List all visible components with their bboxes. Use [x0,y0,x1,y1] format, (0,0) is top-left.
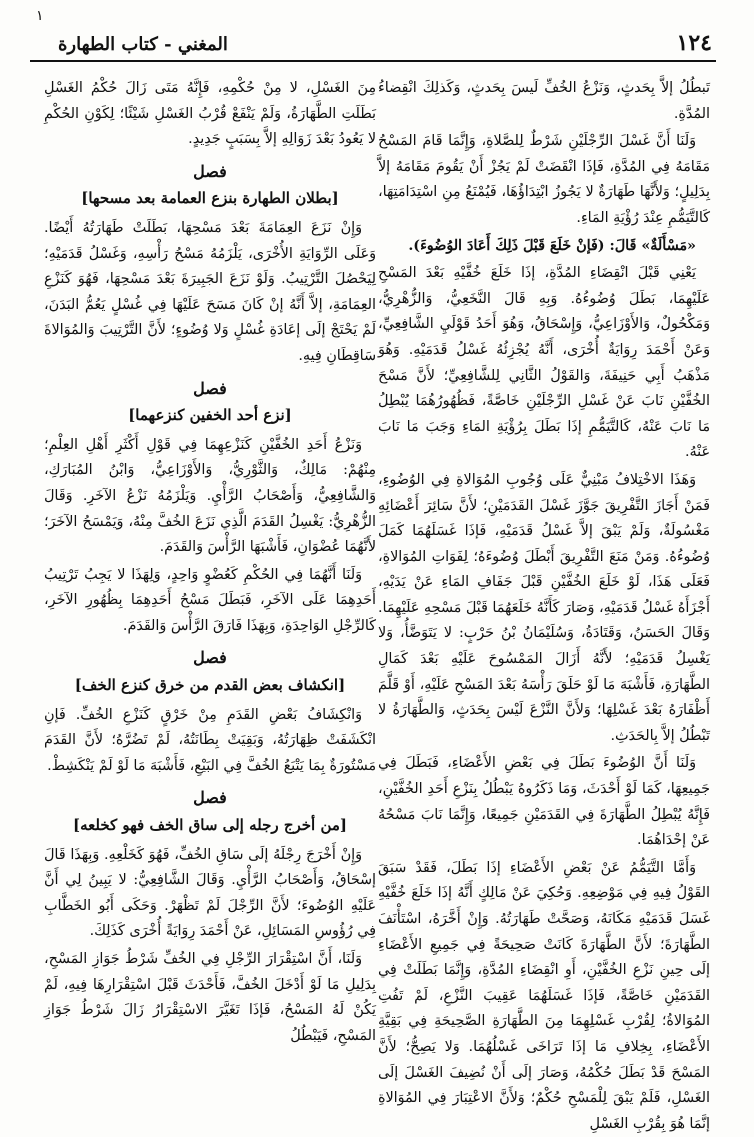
section-label: فصل [193,378,227,398]
paragraph: مِنَ الغَسْلِ، لا مِنْ حُكْمِهِ، فَإِنَّهُ مَتَى زَالَ حُكْمُ الغَسْلِ بَطَلَتِ الطَّهَارَةُ، وَلَمْ يَنْفَعْ قُرْبُ الغَسْلِ شَيْئًا؛ لِكَوْنِ الحُكْمِ لا يَعُودُ بَعْدَ زَوَالِهِ إلاَّ بِسَبَبٍ جَدِيدٍ. [44,80,376,148]
section-label: فصل [193,788,227,808]
paragraph: تَبطُلُ إلاَّ بِحَدثٍ، وَنَزْعُ الخُفِّ لَيسَ بِحَدثٍ، وَكَذلِكَ انْقِضاءُ المُدَّةِ. [378,80,710,122]
section-title: [من أخرج رجله إلى ساق الخف فهو كخلعه] [73,816,347,835]
page-corner-mark: ١ [36,8,44,24]
masala-heading: «مَسْأَلَةٌ» قَالَ: (فَإنْ خَلَعَ قَبْلَ ذَلِكَ أَعَادَ الوُضُوءَ). [408,237,696,254]
paragraph: وَلَنَا، أَنَّ اسْتِقْرَارَ الرِّجْلِ فِي الخُفِّ شَرْطُ جَوَازِ المَسْحِ، بِدَلِيلِ مَا لَوْ أَدْخَلَ الخُفَّ، فَأَحْدَثَ قَبْلَ اسْتِقْرَارِهَا فِيهِ، لَمْ يَكُنْ لَهُ المَسْحُ، فَإذَا تَغَيَّرَ الاسْتِقْرَارُ زَالَ شَرْطُ جَوَازِ المَسْحِ، فَيَبْطُلُ [44,951,376,1044]
page-number: ١٢٤ [676,30,712,56]
paragraph: وَلَنَا أَنَّ الوُضُوءَ بَطَلَ فِي بَعْضِ الأَعْضَاءِ، فَبَطَلَ فِي جَمِيعِهَا، كَمَا لَوْ أَحْدَثَ، وَمَا ذَكَرُوهُ يَبْطُلُ بِنَزْعِ أَحَدِ الخُفَّيْنِ، فَإِنَّهُ يُبْطِلُ الطَّهَارَةَ فِي القَدَمَيْنِ جَمِيعًا، وَإِنَّمَا نَابَ مَسْحُهُ عَنْ إحْدَاهُمَا. [378,755,710,849]
left-column [44,76,376,1086]
section-title: [بطلان الطهارة بنزع العمامة بعد مسحها] [81,189,339,208]
section-title: [انكشاف بعض القدم من خرق كنزع الخف] [74,676,346,695]
paragraph: وَلَنَا أَنَّ غَسْلَ الرِّجْلَيْنِ شَرْطٌ لِلصَّلاةِ، وَإِنَّمَا قَامَ المَسْحُ مَقَامَهُ فِي المُدَّةِ، فَإذَا انْقَضَتْ لَمْ يَجُزْ أَنْ يَقُومَ مَقَامَهُ إلاَّ بِدَلِيلٍ؛ وَلأَنَّهَا طَهَارَةٌ لا يَجُوزُ ابْتِدَاؤُهَا، فَيُمْنَعُ مِنِ اسْتِدَامَتِهَا، كَالتَّيَمُّمِ عِنْدَ رُؤْيَةِ المَاءِ. [378,133,710,226]
running-header [30,30,716,62]
paragraph: وَأَمَّا التَّيَمُّمُ عَنْ بَعْضِ الأَعْضَاءِ إذَا بَطَلَ، فَقَدْ سَبَقَ القَوْلُ فِيهِ فِي مَوْضِعِهِ. وَحُكِيَ عَنْ مَالِكٍ أَنَّهُ إذَا خَلَعَ خُفَّيْهِ غَسَلَ قَدَمَيْهِ مَكَانَهُ، وَصَحَّتْ طَهَارَتُهُ. وَإِنْ أَخَّرَهُ، اسْتَأْنَفَ الطَّهَارَةَ؛ لأَنَّ الطَّهَارَةَ كَانَتْ صَحِيحَةً فِي جَمِيعِ الأَعْضَاءِ إلَى حِينِ نَزْعِ الخُفَّيْنِ، أَوِ انْقِضَاءِ المُدَّةِ، وَإِنَّمَا بَطَلَتْ فِي القَدَمَيْنِ خَاصَّةً، فَإذَا غَسَلَهُمَا عَقِيبَ النَّزْعِ، لَمْ تَفُتِ المُوَالاةُ؛ لِقُرْبِ غَسْلِهِمَا مِنَ الطَّهَارَةِ الصَّحِيحَةِ فِي بَقِيَّةِ الأَعْضَاءِ، بِخِلافِ مَا إذَا تَرَاخَى غَسْلُهُمَا. وَلا يَصِحُّ؛ لأَنَّ المَسْحَ قَدْ بَطَلَ حُكْمُهُ، وَصَارَ إلَى أَنْ نُضِيفَ الغَسْلَ إلَى الغَسْلِ، فَلَمْ يَبْقَ لِلْمَسْحِ حُكْمٌ؛ وَلأَنَّ الاعْتِبَارَ فِي المُوَالاةِ إنَّمَا هُوَ بِقُرْبِ الغَسْلِ [378,859,710,1132]
paragraph: وَلَنَا أَنَّهُمَا فِي الحُكْمِ كَعُضْوٍ وَاحِدٍ، وَلِهَذَا لا يَجِبُ تَرْتِيبُ أَحَدِهِمَا عَلَى الآخَرِ، فَبَطَلَ مَسْحُ أَحَدِهِمَا بِظُهُورِ الآخَرِ، كَالرِّجْلِ الوَاحِدَةِ، وَبِهَذَا فَارَقَ الرَّأْسَ وَالقَدَمَ. [44,566,376,634]
paragraph: وَإِنْ أَخْرَجَ رِجْلَهُ إلَى سَاقِ الخُفِّ، فَهُوَ كَخَلْعِهِ. وَبِهَذَا قَالَ إسْحَاقُ، وَأَصْحَابُ الرَّأْيِ. وَقَالَ الشَّافِعِيُّ: لا يَبِينُ لِي أَنَّ عَلَيْهِ الوُضُوءَ؛ لأَنَّ الرِّجْلَ لَمْ تَظْهَرْ. وَحَكَى أَبُو الخَطَّابِ فِي رُؤُوسِ المَسَائِلِ، عَنْ أَحْمَدَ رِوَايَةً أُخْرَى كَذَلِكَ. [44,846,376,940]
section-label: فصل [193,648,227,668]
right-column [378,76,710,1132]
paragraph: وَإِنْ نَزَعَ العِمَامَةَ بَعْدَ مَسْحِهَا، بَطَلَتْ طَهَارَتُهُ أَيْضًا. وَعَلَى الرِّوَايَةِ الأُخْرَى، يَلْزَمُهُ مَسْحُ رَأْسِهِ، وَغَسْلُ قَدَمَيْهِ؛ لِيَحْصُلَ التَّرْتِيبُ. وَلَوْ نَزَعَ الجَبِيرَةَ بَعْدَ مَسْحِهَا، فَهُوَ كَنَزْعِ العِمَامَةِ، إلاَّ أَنَّهُ إنْ كَانَ مَسَحَ عَلَيْهَا فِي غُسْلٍ يَعُمُّ البَدَنَ، لَمْ يَحْتَجْ إلَى إعَادَةِ غُسْلٍ وَلا وُضُوءٍ؛ لأَنَّ التَّرْتِيبَ وَالمُوَالاةَ سَاقِطَانِ فِيهِ. [44,219,376,364]
paragraph: وَانْكِشَافُ بَعْضِ القَدَمِ مِنْ خَرْقٍ كَنَزْعِ الخُفِّ. فَإنِ انْكَشَفَتْ ظِهَارَتُهُ، وَبَقِيَتْ بِطَانَتُهُ، لَمْ تَضُرَّهُ؛ لأَنَّ القَدَمَ مَسْتُورَةٌ بِمَا يَتْبَعُ الخُفَّ فِي البَيْعِ، فَأَشْبَهَ مَا لَوْ لَمْ يَنْكَشِطْ. [44,706,376,774]
paragraph: وَهَذَا الاخْتِلافُ مَبْنِيٌّ عَلَى وُجُوبِ المُوَالاةِ فِي الوُضُوءِ، فَمَنْ أَجَازَ التَّفْرِيقَ جَوَّزَ غَسْلَ القَدَمَيْنِ؛ لأَنَّ سَائِرَ أَعْضَائِهِ مَغْسُولَةٌ، وَلَمْ يَبْقَ إلاَّ غَسْلُ قَدَمَيْهِ، فَإذَا غَسَلَهُمَا كَمَلَ وُضُوءُهُ. وَمَنْ مَنَعَ التَّفْرِيقَ أَبْطَلَ وُضُوءَهُ؛ لِفَوَاتِ المُوَالاةِ، فَعَلَى هَذَا، لَوْ خَلَعَ الخُفَّيْنِ قَبْلَ جَفَافِ المَاءِ عَنْ يَدَيْهِ، أَجْزَأَهُ غَسْلُ قَدَمَيْهِ، وَصَارَ كَأَنَّهُ خَلَعَهُمَا قَبْلَ مَسْحِهِ عَلَيْهِمَا. وَقَالَ الحَسَنُ، وَقَتَادَةُ، وَسُلَيْمَانُ بْنُ حَرْبٍ: لا يَتَوَضَّأُ، وَلا يَغْسِلُ قَدَمَيْهِ؛ لأَنَّهُ أَزَالَ المَمْسُوحَ عَلَيْهِ بَعْدَ كَمَالِ الطَّهَارَةِ، فَأَشْبَهَ مَا لَوْ حَلَقَ رَأْسَهُ بَعْدَ المَسْحِ عَلَيْهِ، أَوْ قَلَّمَ أَظْفَارَهُ بَعْدَ غَسْلِهَا؛ وَلأَنَّ النَّزْعَ لَيْسَ بِحَدَثٍ، وَالطَّهَارَةُ لا تَبْطُلُ إلاَّ بِالحَدَثِ. [378,471,710,744]
running-title: المغني - كتاب الطهارة [58,34,228,55]
paragraph: يَعْنِي قَبْلَ انْقِضَاءِ المُدَّةِ، إذَا خَلَعَ خُفَّيْهِ بَعْدَ المَسْحِ عَلَيْهِمَا، بَطَلَ وُضُوءُهُ. وَبِهِ قَالَ النَّخَعِيُّ، وَالزُّهْرِيُّ، وَمَكْحُولٌ، وَالأَوْزَاعِيُّ، وَإِسْحَاقُ، وَهُوَ أَحَدُ قَوْلَيِ الشَّافِعِيِّ، وَعَنْ أَحْمَدَ رِوَايَةٌ أُخْرَى، أَنَّهُ يُجْزِئُهُ غَسْلُ قَدَمَيْهِ. وَهُوَ مَذْهَبُ أَبِي حَنِيفَةَ، وَالقَوْلُ الثَّانِي لِلشَّافِعِيِّ؛ لأَنَّ مَسْحَ الخُفَّيْنِ نَابَ عَنْ غَسْلِ الرِّجْلَيْنِ خَاصَّةً، فَظُهُورُهُمَا يُبْطِلُ مَا نَابَ عَنْهُ، كَالتَّيَمُّمِ إذَا بَطَلَ بِرُؤْيَةِ المَاءِ وَجَبَ مَا نَابَ عَنْهُ. [378,265,710,461]
section-title: [نزع أحد الخفين كنزعهما] [128,406,292,425]
section-label: فصل [193,161,227,181]
paragraph: وَنَزْعُ أَحَدِ الخُفَّيْنِ كَنَزْعِهِمَا فِي قَوْلِ أَكْثَرِ أَهْلِ العِلْمِ؛ مِنْهُمْ: مَالِكٌ، وَالثَّوْرِيُّ، وَالأَوْزَاعِيُّ، وَابْنُ المُبَارَكِ، وَالشَّافِعِيُّ، وَأَصْحَابُ الرَّأْيِ. وَيَلْزَمُهُ نَزْعُ الآخَرِ. وَقَالَ الزُّهْرِيُّ: يَغْسِلُ القَدَمَ الَّذِي نَزَعَ الخُفَّ مِنْهُ، وَيَمْسَحُ الآخَرَ؛ لأَنَّهُمَا عُضْوَانِ، فَأَشْبَهَا الرَّأْسَ وَالقَدَمَ. [44,436,376,556]
